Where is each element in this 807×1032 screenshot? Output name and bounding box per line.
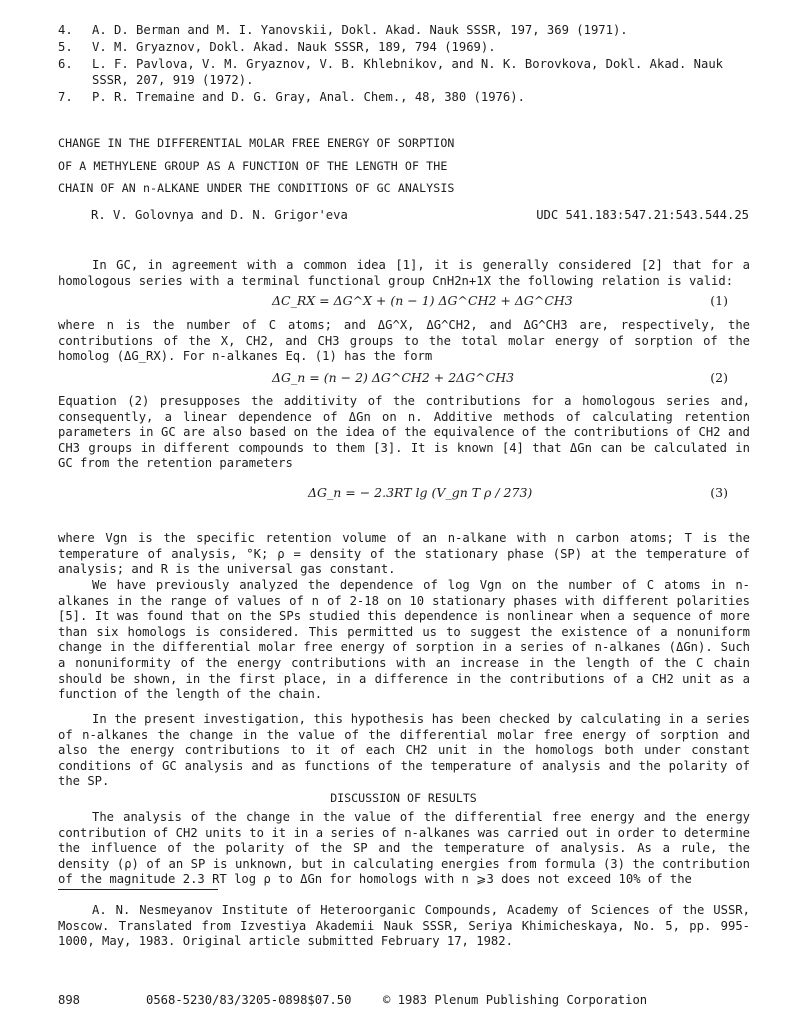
- paragraph-text: where n is the number of C atoms; and ΔG^X, ΔG^CH2, and ΔG^CH3 are, respectively, the contributions of the X, CH2, and CH3 groups to the total molar energy of sorption of the homolog (ΔG_RX). For n-alkanes Eq. (1) has the form: [58, 318, 750, 364]
- paragraph-1: [58, 258, 750, 289]
- equation-formula: ΔC_RX = ΔG^X + (n − 1) ΔG^CH2 + ΔG^CH3: [272, 293, 573, 308]
- equation-2: [58, 370, 750, 388]
- article-code: 0568-5230/83/3205-0898$07.50: [146, 993, 352, 1007]
- footnote-divider: [58, 889, 218, 890]
- reference-text: P. R. Tremaine and D. G. Gray, Anal. Chem., 48, 380 (1976).: [92, 90, 525, 104]
- footnote: [58, 903, 750, 950]
- reference-5: [58, 39, 496, 55]
- equation-3: [58, 485, 750, 503]
- reference-text: A. D. Berman and M. I. Yanovskii, Dokl. Akad. Nauk SSSR, 197, 369 (1971).: [92, 23, 628, 37]
- equation-number: (1): [710, 293, 728, 308]
- article-title: [58, 132, 454, 200]
- page-number: 898: [58, 993, 81, 1007]
- equation-formula: ΔG_n = (n − 2) ΔG^CH2 + 2ΔG^CH3: [272, 370, 515, 385]
- paragraph-7: [58, 810, 750, 888]
- paragraph-text: The analysis of the change in the value of the differential free energy and the energy contribution of CH2 units to it in a series of n-alkanes was carried out in order to determine the influence of the polarity of the SP and the temperature of analysis. As a rule, the density (ρ) of an SP is unknown, but in calculating energies from formula (3) the contribution of the magnitude 2.3 RT log ρ to ΔGn for homologs with n ⩾3 does not exceed 10% of the: [58, 810, 750, 887]
- paragraph-text: We have previously analyzed the dependence of log Vgn on the number of C atoms in n-alkanes in the range of values of n of 2-18 on 10 stationary phases with different polarities [5]. It was found that on the SPs studied this dependence is nonlinear when a sequence of more than six homologs is considered. This permitted us to suggest the existence of a nonuniform change in the differential molar free energy of sorption in a series of n-alkanes (ΔGn). Such a nonuniformity of the energy contributions with an increase in the length of the C chain should be shown, in the first place, in a difference in the contributions of a CH2 unit as a function of the length of the chain.: [58, 578, 750, 702]
- title-line-2: OF A METHYLENE GROUP AS A FUNCTION OF THE LENGTH OF THE: [58, 158, 448, 173]
- udc-code: UDC 541.183:547.21:543.544.25: [536, 208, 749, 222]
- authors: R. V. Golovnya and D. N. Grigor'eva: [91, 208, 348, 222]
- reference-number: 6.: [58, 57, 73, 71]
- equation-number: (3): [710, 485, 728, 500]
- section-heading: DISCUSSION OF RESULTS: [330, 791, 477, 805]
- paragraph-text: In the present investigation, this hypothesis has been checked by calculating in a series of n-alkanes the change in the value of the differential molar free energy of sorption and also the energy contributions to it of each CH2 unit in the homologs both under constant conditions of GC analysis and as functions of the temperature of analysis and the polarity of the SP.: [58, 712, 750, 789]
- paragraph-2: [58, 318, 750, 365]
- title-line-1: CHANGE IN THE DIFFERENTIAL MOLAR FREE ENERGY OF SORPTION: [58, 136, 455, 150]
- paragraph-text: where Vgn is the specific retention volume of an n-alkane with n carbon atoms; T is the temperature of analysis, °K; ρ = density of the stationary phase (SP) at the temperature of analysis; and R is the universal gas constant.: [58, 531, 750, 577]
- reference-7: [58, 89, 525, 105]
- reference-number: 5.: [58, 40, 73, 54]
- paragraph-5: [58, 578, 750, 703]
- reference-text: L. F. Pavlova, V. M. Gryaznov, V. B. Khlebnikov, and N. K. Borovkova, Dokl. Akad. Nauk: [92, 57, 724, 71]
- footnote-text: A. N. Nesmeyanov Institute of Heteroorganic Compounds, Academy of Sciences of the USSR, Moscow. Translated from Izvestiya Akademii Nauk SSSR, Seriya Khimicheskaya, No. 5, pp. 995-1000, May, 1983. Original article submitted February 17, 1982.: [58, 903, 750, 948]
- paragraph-6: [58, 712, 750, 790]
- reference-text: V. M. Gryaznov, Dokl. Akad. Nauk SSSR, 189, 794 (1969).: [92, 40, 496, 54]
- equation-formula: ΔG_n = − 2.3RT lg (V_gn T ρ / 273): [308, 485, 533, 500]
- reference-number: 7.: [58, 90, 73, 104]
- paragraph-text: Equation (2) presupposes the additivity of the contributions for a homologous series and, consequently, a linear dependence of ΔGn on n. Additive methods of calculating retention parameters in GC are also based on the idea of the equivalence of the contributions of CH2 and CH3 groups in different compounds to them [3]. It is known [4] that ΔGn can be calculated in GC from the retention parameters: [58, 394, 750, 471]
- paragraph-4: [58, 531, 750, 578]
- paragraph-text: In GC, in agreement with a common idea [1], it is generally considered [2] that for a homologous series with a terminal functional group CnH2n+1X the following relation is valid:: [58, 258, 750, 288]
- reference-continuation: SSSR, 207, 919 (1972).: [92, 73, 254, 87]
- equation-number: (2): [710, 370, 728, 385]
- paragraph-3: [58, 394, 750, 472]
- reference-6: [58, 56, 723, 88]
- equation-1: [58, 293, 750, 311]
- copyright: © 1983 Plenum Publishing Corporation: [383, 993, 648, 1007]
- reference-number: 4.: [58, 23, 73, 37]
- reference-4: [58, 22, 628, 38]
- title-line-3: CHAIN OF AN n-ALKANE UNDER THE CONDITIONS OF GC ANALYSIS: [58, 181, 455, 195]
